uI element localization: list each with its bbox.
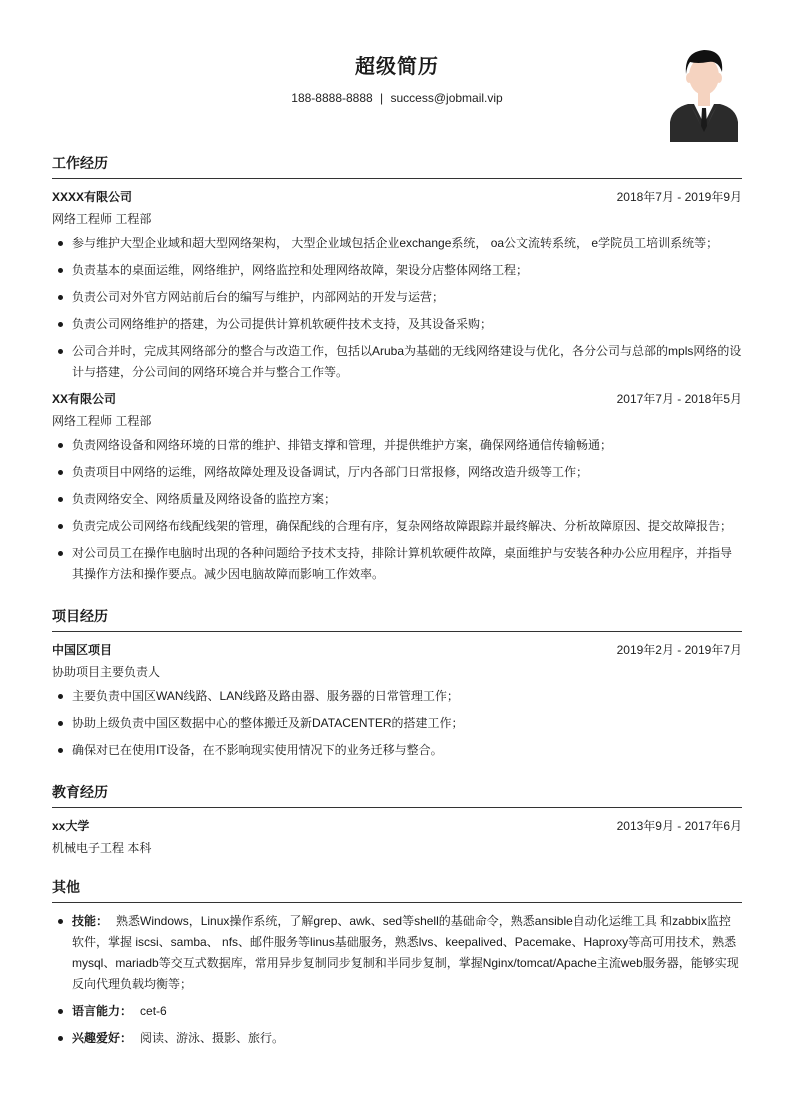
language-item: [72, 1001, 742, 1022]
date-range: 2018年7月 - 2019年9月: [616, 190, 742, 204]
list-item: 负责网络设备和网络环境的日常的维护、排错支撑和管理，并提供维护方案，确保网络通信传输畅通；: [72, 435, 742, 456]
hobbies-item: [72, 1028, 742, 1049]
education-section: [52, 781, 742, 858]
company-name: XX有限公司: [52, 392, 117, 406]
list-item: 负责公司对外官方网站前后台的编写与维护，内部网站的开发与运营；: [72, 287, 742, 308]
education-entry: [52, 816, 742, 858]
section-title-work: 工作经历: [52, 152, 742, 179]
duty-list: [52, 233, 742, 383]
list-item: 负责公司网络维护的搭建，为公司提供计算机软硬件技术支持，及其设备采购；: [72, 314, 742, 335]
language-label: 语言能力：: [72, 1004, 133, 1018]
project-name: 中国区项目: [52, 643, 113, 657]
list-item: 负责基本的桌面运维，网络维护，网络监控和处理网络故障，架设分店整体网络工程；: [72, 260, 742, 281]
project-role: 协助项目主要负责人: [52, 665, 161, 679]
section-title-education: 教育经历: [52, 781, 742, 808]
contact-separator: |: [380, 91, 384, 105]
other-list: [52, 911, 742, 1049]
hobbies-text: 阅读、游泳、摄影、旅行。: [140, 1031, 285, 1045]
company-name: XXXX有限公司: [52, 190, 133, 204]
hobbies-label: 兴趣爱好：: [72, 1031, 133, 1045]
person-avatar-icon: [668, 44, 740, 142]
work-entry: [52, 187, 742, 383]
list-item: 负责网络安全、网络质量及网络设备的监控方案；: [72, 489, 742, 510]
section-title-project: 项目经历: [52, 605, 742, 632]
list-item: 确保对已在使用IT设备，在不影响现实使用情况下的业务迁移与整合。: [72, 740, 742, 761]
list-item: 协助上级负责中国区数据中心的整体搬迁及新DATACENTER的搭建工作；: [72, 713, 742, 734]
list-item: 主要负责中国区WAN线路、LAN线路及路由器、服务器的日常管理工作；: [72, 686, 742, 707]
project-entry: [52, 640, 742, 761]
project-section: [52, 605, 742, 761]
phone-number: 188-8888-8888: [291, 91, 373, 105]
duty-list: [52, 435, 742, 585]
work-section: [52, 152, 742, 585]
date-range: 2013年9月 - 2017年6月: [616, 819, 742, 833]
duty-list: [52, 686, 742, 761]
list-item: 参与维护大型企业域和超大型网络架构， 大型企业域包括企业exchange系统， oa公文流转系统， e学院员工培训系统等；: [72, 233, 742, 254]
skills-text: 熟悉Windows，Linux操作系统，了解grep、awk、sed等shell的基础命令，熟悉ansible自动化运维工具 和zabbix监控软件，掌握 iscsi、samba、 nfs、邮件服务等linus基础服务，熟悉lvs、keepalived、Pacemake、Haproxy等高可用技术，熟悉mysql、mariadb等交互式数据库，常用异步复制同步复制和半同步复制，掌握Nginx/tomcat/Apache主流web服务器，能够实现反向代理负载均衡等；: [72, 914, 739, 991]
date-range: 2019年2月 - 2019年7月: [616, 643, 742, 657]
list-item: 公司合并时，完成其网络部分的整合与改造工作，包括以Aruba为基础的无线网络建设与优化，各分公司与总部的mpls网络的设计与搭建，分公司间的网络环境合并与整合工作等。: [72, 341, 742, 383]
work-entry: [52, 389, 742, 585]
skills-label: 技能：: [72, 914, 109, 928]
email-address: success@jobmail.vip: [390, 91, 503, 105]
other-section: [52, 876, 742, 1049]
job-role: 网络工程师 工程部: [52, 414, 152, 428]
resume-content: [52, 152, 742, 1055]
job-role: 网络工程师 工程部: [52, 212, 152, 226]
list-item: 对公司员工在操作电脑时出现的各种问题给予技术支持，排除计算机软硬件故障，桌面维护与安装各种办公应用程序，并指导其操作方法和操作要点。减少因电脑故障而影响工作效率。: [72, 543, 742, 585]
list-item: 负责项目中网络的运维，网络故障处理及设备调试，厅内各部门日常报修，网络改造升级等工作；: [72, 462, 742, 483]
school-name: xx大学: [52, 819, 90, 833]
list-item: 负责完成公司网络布线配线架的管理，确保配线的合理有序，复杂网络故障跟踪并最终解决、分析故障原因、提交故障报告；: [72, 516, 742, 537]
language-text: cet-6: [140, 1004, 167, 1018]
skills-item: [72, 911, 742, 995]
major-degree: 机械电子工程 本科: [52, 841, 152, 855]
date-range: 2017年7月 - 2018年5月: [616, 392, 742, 406]
candidate-name: 超级简历: [355, 56, 439, 78]
section-title-other: 其他: [52, 876, 742, 903]
